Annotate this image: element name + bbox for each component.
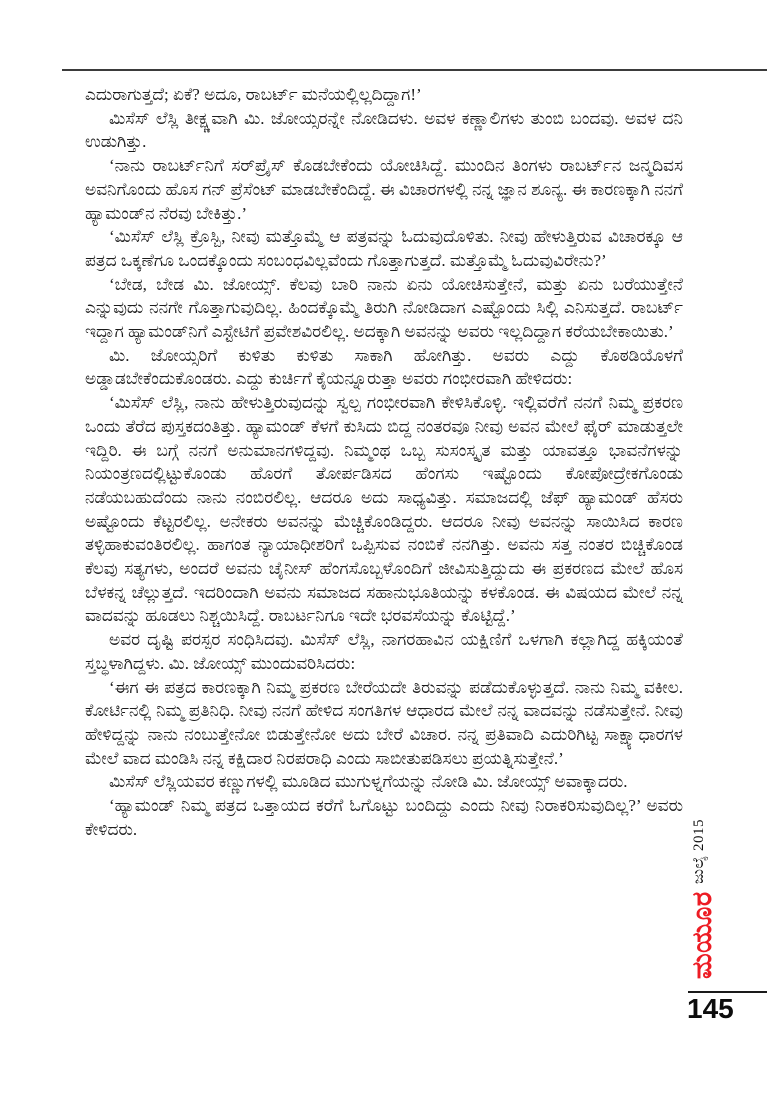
paragraph: ‘ಮಿಸೆಸ್ ಲೆಸ್ಲಿ, ನಾನು ಹೇಳುತ್ತಿರುವುದನ್ನು ಸ್ವಲ್ಪ ಗಂಭೀರವಾಗಿ ಕೇಳಿಸಿಕೊಳ್ಳಿ. ಇಲ್ಲಿವರೆಗೆ ನನಗೆ ನಿಮ್ಮ ಪ್ರಕರಣ ಒಂದು ತೆರೆದ ಪುಸ್ತಕದಂತಿತ್ತು. ಹ್ಯಾಮಂಡ್ ಕೆಳಗೆ ಕುಸಿದು ಬಿದ್ದ ನಂತರವೂ ನೀವು ಅವನ ಮೇಲೆ ಫೈರ್ ಮಾಡುತ್ತಲೇ ಇದ್ದಿರಿ. ಈ ಬಗ್ಗೆ ನನಗೆ ಅನುಮಾನಗಳಿದ್ದವು. ನಿಮ್ಮಂಥ ಒಬ್ಬ ಸುಸಂಸ್ಕೃತ ಮತ್ತು ಯಾವತ್ತೂ ಭಾವನೆಗಳನ್ನು ನಿಯಂತ್ರಣದಲ್ಲಿಟ್ಟುಕೊಂಡು ಹೊರಗೆ ತೋರ್ಪಡಿಸದ ಹೆಂಗಸು ಇಷ್ಟೊಂದು ಕೋಪೋದ್ರೇಕಗೊಂಡು ನಡೆಯಬಹುದೆಂದು ನಾನು ನಂಬಿರಲಿಲ್ಲ. ಆದರೂ ಅದು ಸಾಧ್ಯವಿತ್ತು. ಸಮಾಜದಲ್ಲಿ ಜೆಫ್ ಹ್ಯಾಮಂಡ್ ಹೆಸರು ಅಷ್ಟೊಂದು ಕೆಟ್ಟರಲಿಲ್ಲ. ಅನೇಕರು ಅವನನ್ನು ಮೆಚ್ಚಿಕೊಂಡಿದ್ದರು. ಆದರೂ ನೀವು ಅವನನ್ನು ಸಾಯಿಸಿದ ಕಾರಣ ತಳ್ಳಿಹಾಕುವಂತಿರಲಿಲ್ಲ. ಹಾಗಂತ ನ್ಯಾಯಾಧೀಶರಿಗೆ ಒಪ್ಪಿಸುವ ನಂಬಿಕೆ ನನಗಿತ್ತು. ಅವನು ಸತ್ತ ನಂತರ ಬಿಚ್ಚಿಕೊಂಡ ಕೆಲವು ಸತ್ಯಗಳು, ಅಂದರೆ ಅವನು ಚೈನೀಸ್ ಹೆಂಗಸೊಬ್ಬಳೊಂದಿಗೆ ಜೀವಿಸುತ್ತಿದ್ದುದು ಈ ಪ್ರಕರಣದ ಮೇಲೆ ಹೊಸ ಬೆಳಕನ್ನ ಚೆಲ್ಲುತ್ತದೆ. ಇದರಿಂದಾಗಿ ಅವನು ಸಮಾಜದ ಸಹಾನುಭೂತಿಯನ್ನು ಕಳಕೊಂಡ. ಈ ವಿಷಯದ ಮೇಲೆ ನನ್ನ ವಾದವನ್ನು ಹೂಡಲು ನಿಶ್ಚಯಿಸಿದ್ದೆ. ರಾಬರ್ಟನಿಗೂ ಇದೇ ಭರವಸೆಯನ್ನು ಕೊಟ್ಟಿದ್ದೆ.’ [85, 393, 683, 626]
paragraph: ‘ಬೇಡ, ಬೇಡ ಮಿ. ಜೋಯ್ಸ್. ಕೆಲವು ಬಾರಿ ನಾನು ಏನು ಯೋಚಿಸುತ್ತೇನೆ, ಮತ್ತು ಏನು ಬರೆಯುತ್ತೇನೆ ಎನ್ನುವುದು ನನಗೇ ಗೊತ್ತಾಗುವುದಿಲ್ಲ. ಹಿಂದಕ್ಕೊಮ್ಮೆ ತಿರುಗಿ ನೋಡಿದಾಗ ಎಷ್ಟೊಂದು ಸಿಲ್ಲಿ ಎನಿಸುತ್ತದೆ. ರಾಬರ್ಟ್ ಇದ್ದಾಗ ಹ್ಯಾಮಂಡ್‌ನಿಗೆ ಎಸ್ಟೇಟಿಗೆ ಪ್ರವೇಶವಿರಲಿಲ್ಲ. ಅದಕ್ಕಾಗಿ ಅವನನ್ನು ಅವರು ಇಲ್ಲದಿದ್ದಾಗ ಕರೆಯಬೇಕಾಯಿತು.’ [85, 274, 683, 342]
issue-date-vertical: ಜುಲೈ 2015 [691, 819, 707, 884]
paragraph: ಅವರ ದೃಷ್ಟಿ ಪರಸ್ಪರ ಸಂಧಿಸಿದವು. ಮಿಸೆಸ್ ಲೆಸ್ಲಿ, ನಾಗರಹಾವಿನ ಯಕ್ಷಿಣಿಗೆ ಒಳಗಾಗಿ ಕಲ್ಲಾಗಿದ್ದ ಹಕ್ಕಿಯಂತೆ ಸ್ತಬ್ಧಳಾಗಿದ್ದಳು. ಮಿ. ಜೋಯ್ಸ್ ಮುಂದುವರಿಸಿದರು: [85, 630, 683, 673]
paragraph: ‘ನಾನು ರಾಬರ್ಟ್‌ನಿಗೆ ಸರ್‌ಪ್ರೈಸ್ ಕೊಡಬೇಕೆಂದು ಯೋಚಿಸಿದ್ದೆ. ಮುಂದಿನ ತಿಂಗಳು ರಾಬರ್ಟ್‌ನ ಜನ್ಮದಿವಸ ಅವನಿಗೊಂದು ಹೊಸ ಗನ್ ಪ್ರೆಸೆಂಟ್ ಮಾಡಬೇಕೆಂದಿದ್ದೆ. ಈ ವಿಚಾರಗಳಲ್ಲಿ ನನ್ನ ಜ್ಞಾನ ಶೂನ್ಯ. ಈ ಕಾರಣಕ್ಕಾಗಿ ನನಗೆ ಹ್ಯಾಮಂಡ್‌ನ ನೆರವು ಬೇಕಿತ್ತು.’ [85, 156, 683, 223]
header-rule [62, 69, 767, 71]
paragraph: ಮಿಸೆಸ್ ಲೆಸ್ಲಿ ತೀಕ್ಷ್ಣವಾಗಿ ಮಿ. ಜೋಯ್ಸರನ್ನೇ ನೋಡಿದಳು. ಅವಳ ಕಣ್ಣಾಲಿಗಳು ತುಂಬಿ ಬಂದವು. ಅವಳ ದನಿ ಉಡುಗಿತ್ತು. [85, 108, 683, 152]
paragraph: ಎದುರಾಗುತ್ತದೆ; ಏಕೆ? ಅದೂ, ರಾಬರ್ಟ್ ಮನೆಯಲ್ಲಿಲ್ಲದಿದ್ದಾಗ!’ [85, 85, 422, 104]
paragraph: ‘ಹ್ಯಾಮಂಡ್ ನಿಮ್ಮ ಪತ್ರದ ಒತ್ತಾಯದ ಕರೆಗೆ ಓಗೊಟ್ಟು ಬಂದಿದ್ದು ಎಂದು ನೀವು ನಿರಾಕರಿಸುವುದಿಲ್ಲ?’ ಅವರು ಕೇಳಿದರು. [85, 796, 683, 839]
paragraph: ಮಿಸೆಸ್ ಲೆಸ್ಲಿಯವರ ಕಣ್ಣುಗಳಲ್ಲಿ ಮೂಡಿದ ಮುಗುಳ್ನಗೆಯನ್ನು ನೋಡಿ ಮಿ. ಜೋಯ್ಸ್ ಅವಾಕ್ಕಾದರು. [109, 772, 628, 792]
page-number: 145 [687, 993, 734, 1024]
paragraph: ‘ಈಗ ಈ ಪತ್ರದ ಕಾರಣಕ್ಕಾಗಿ ನಿಮ್ಮ ಪ್ರಕರಣ ಬೇರೆಯದೇ ತಿರುವನ್ನು ಪಡೆದುಕೊಳ್ಳುತ್ತದೆ. ನಾನು ನಿಮ್ಮ ವಕೀಲ. ಕೋರ್ಟಿನಲ್ಲಿ ನಿಮ್ಮ ಪ್ರತಿನಿಧಿ. ನೀವು ನನಗೆ ಹೇಳಿದ ಸಂಗತಿಗಳ ಆಧಾರದ ಮೇಲೆ ನನ್ನ ವಾದವನ್ನು ನಡೆಸುತ್ತೇನೆ. ನೀವು ಹೇಳಿದ್ದನ್ನು ನಾನು ನಂಬುತ್ತೇನೋ ಬಿಡುತ್ತೇನೋ ಅದು ಬೇರೆ ವಿಚಾರ. ನನ್ನ ಪ್ರತಿವಾದಿ ಎದುರಿಗಿಟ್ಟ ಸಾಕ್ಷ್ಯಾಧಾರಗಳ ಮೇಲೆ ವಾದ ಮಂಡಿಸಿ ನನ್ನ ಕಕ್ಷಿದಾರ ನಿರಪರಾಧಿ ಎಂದು ಸಾಬೀತುಪಡಿಸಲು ಪ್ರಯತ್ನಿಸುತ್ತೇನೆ.’ [85, 677, 683, 768]
paragraph: ಮಿ. ಜೋಯ್ಸರಿಗೆ ಕುಳಿತು ಕುಳಿತು ಸಾಕಾಗಿ ಹೋಗಿತ್ತು. ಅವರು ಎದ್ದು ಕೊಠಡಿಯೊಳಗೆ ಅಡ್ಡಾಡಬೇಕೆಂದುಕೊಂಡರು. ಎದ್ದು ಕುರ್ಚಿಗೆ ಕೈಯನ್ನೂರುತ್ತಾ ಅವರು ಗಂಭೀರವಾಗಿ ಹೇಳಿದರು: [85, 345, 683, 389]
body-text [85, 83, 683, 842]
magazine-name-vertical: ಮಯೂರ [687, 891, 717, 979]
paragraph: ‘ಮಿಸೆಸ್ ಲೆಸ್ಲಿ ಕ್ರೊಸ್ಬಿ, ನೀವು ಮತ್ತೊಮ್ಮೆ ಆ ಪತ್ರವನ್ನು ಓದುವುದೊಳಿತು. ನೀವು ಹೇಳುತ್ತಿರುವ ವಿಚಾರಕ್ಕೂ ಆ ಪತ್ರದ ಒಕ್ಕಣೆಗೂ ಒಂದಕ್ಕೊಂದು ಸಂಬಂಧವಿಲ್ಲವೆಂದು ಗೊತ್ತಾಗುತ್ತದೆ. ಮತ್ತೊಮ್ಮೆ ಓದುವುವಿರೇನು?’ [85, 227, 683, 270]
